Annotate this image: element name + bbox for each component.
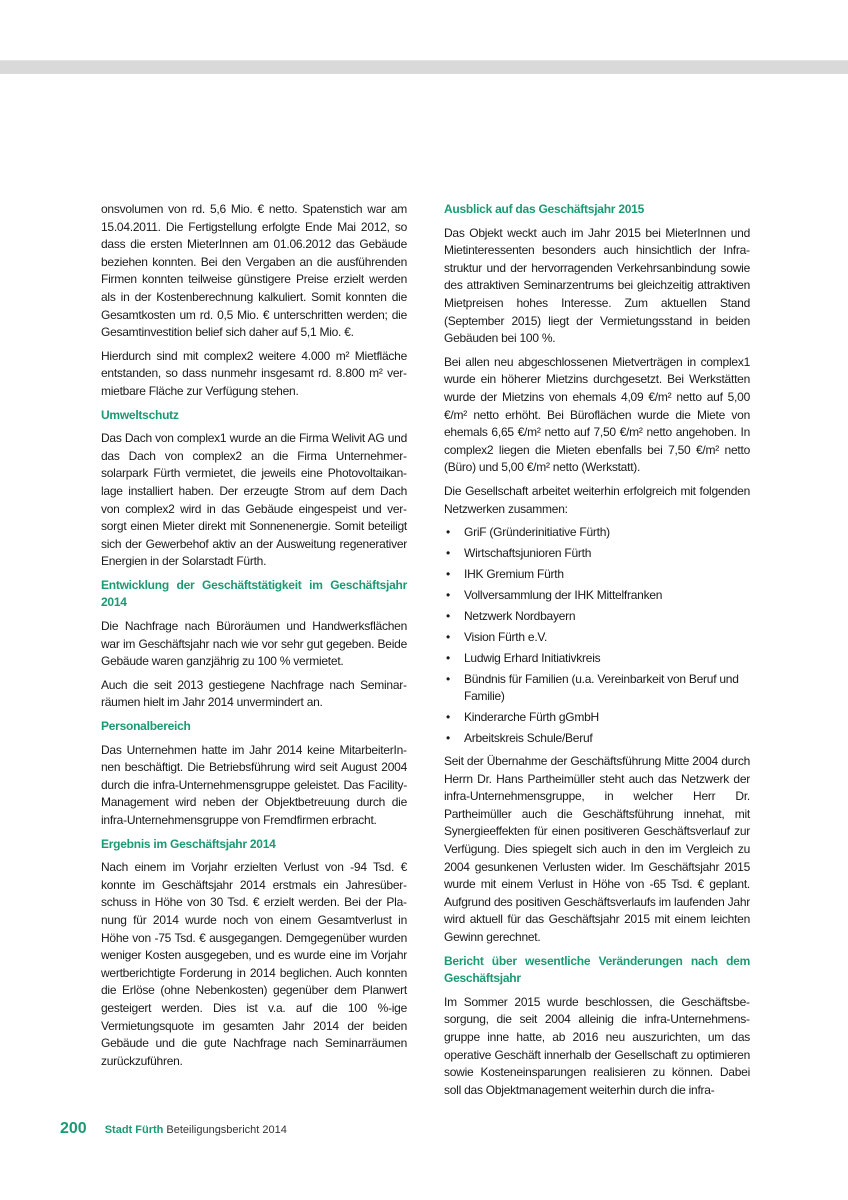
bullet-icon: • bbox=[446, 710, 450, 725]
bullet-icon: • bbox=[446, 609, 450, 624]
heading-ausblick: Ausblick auf das Geschäftsjahr 2015 bbox=[444, 202, 645, 216]
paragraph-changes: Im Sommer 2015 wurde beschlossen, die Geschäftsbesorgung, die seit 2004 alleinig die infra-Unternehmensgruppe inne hatte, ab 2016 neu auszurichten, um das operative Geschäft innerhalb der Gesellschaft zu optimieren sowie Kosteneinsparungen realisieren zu können. Dabei soll das Objektmanagement weiterhin durch die infra- bbox=[444, 994, 750, 1097]
page-footer bbox=[60, 1120, 287, 1138]
list-item: • IHK Gremium Fürth bbox=[446, 567, 564, 582]
footer-report-title: Beteiligungsbericht 2014 bbox=[166, 1124, 287, 1136]
networks-list bbox=[444, 524, 750, 747]
footer-organization: Stadt Fürth bbox=[104, 1124, 164, 1136]
bullet-icon: • bbox=[446, 546, 450, 561]
paragraph-management: Seit der Übernahme der Geschäftsführung Mitte 2004 durch Herrn Dr. Hans Partheimüller steht auch das Netzwerk der infra-Unternehmensgruppe, in welcher Herr Dr. Partheimüller auch die Geschäftsführung innehat, mit Synergieeffekten für einen positiveren Geschäftsverlauf zur Verfügung. Dies spiegelt sich auch in den im Vergleich zu 2004 gesunkenen Verlusten wider. Im Geschäftsjahr 2015 wurde mit einem Verlust in Höhe von -65 Tsd. € geplant. Aufgrund des positiven Geschäftsverlaufs im laufenden Jahr wird aktuell für das Geschäftsjahr 2015 mit einem leichten Gewinn gerechnet. bbox=[444, 754, 750, 945]
bullet-icon: • bbox=[446, 525, 450, 540]
list-item: • Vision Fürth e.V. bbox=[446, 630, 548, 645]
list-item: • GriF (Gründerinitiative Fürth) bbox=[446, 525, 610, 540]
list-item: • Kinderarche Fürth gGmbH bbox=[446, 710, 599, 725]
paragraph-personnel: Das Unternehmen hatte im Jahr 2014 keine MitarbeiterInnen beschäftigt. Die Betriebsführung wird seit August 2004 durch die infra-Unternehmensgruppe geleistet. Das Facility-Management wird neben der Objektbetreuung durch die infra-Unternehmensgruppe von Fremdfirmen erbracht. bbox=[101, 742, 407, 827]
paragraph-demand: Die Nachfrage nach Büroräumen und Handwerksflächen war im Geschäftsjahr nach wie vor sehr gut gegeben. Beide Gebäude waren ganzjährig zu 100 % vermietet. bbox=[101, 619, 407, 669]
list-item: • Bündnis für Familien (u.a. Vereinbarkeit von Beruf und Familie) bbox=[446, 672, 739, 704]
heading-umweltschutz: Umweltschutz bbox=[101, 407, 179, 422]
bullet-icon: • bbox=[446, 672, 450, 687]
bullet-icon: • bbox=[446, 651, 450, 666]
bullet-icon: • bbox=[446, 731, 450, 746]
list-item: • Arbeitskreis Schule/Beruf bbox=[446, 731, 593, 746]
paragraph-investment: onsvolumen von rd. 5,6 Mio. € netto. Spatenstich war am 15.04.2011. Die Fertigstellung erfolgte Ende Mai 2012, so dass die ersten MieterInnen am 01.06.2012 das Gebäude beziehen konnten. Bei den Vergaben an die ausführenden Firmen konnten teilweise günstigere Preise erzielt werden als in der Kostenberechnung kalkuliert. Somit konnten die Gesamtkosten um rd. 0,5 Mio. € unterschritten werden; die Gesamtinvestition belief sich daher auf 5,1 Mio. €. bbox=[101, 202, 407, 340]
paragraph-networks-intro: Die Gesellschaft arbeitet weiterhin erfolgreich mit folgenden Netzwerken zusammen: bbox=[444, 483, 750, 516]
list-item: • Vollversammlung der IHK Mittelfranken bbox=[446, 588, 663, 603]
bullet-icon: • bbox=[446, 567, 450, 582]
paragraph-rental-area: Hierdurch sind mit complex2 weitere 4.000 m² Mietfläche entstanden, so dass nunmehr insgesamt rd. 8.800 m² vermietbare Fläche zur Verfügung stehen. bbox=[101, 348, 407, 398]
left-column bbox=[101, 201, 407, 1076]
right-column bbox=[444, 201, 750, 1105]
list-item: • Wirtschaftsjunioren Fürth bbox=[446, 546, 592, 561]
list-item: • Ludwig Erhard Initiativkreis bbox=[446, 651, 601, 666]
paragraph-result: Nach einem im Vorjahr erzielten Verlust von -94 Tsd. € konnte im Geschäftsjahr 2014 erstmals ein Jahresüberschuss in Höhe von 30 Tsd. € erzielt werden. Bei der Planung für 2014 wurde noch von einem Gesamtverlust in Höhe von -75 Tsd. € ausgegangen. Demgegenüber wurden weniger Kosten ausgegeben, und es wurde eine im Vorjahr wertberichtigte Forderung in 2014 beglichen. Auch konnten die Erlöse (ohne Nebenkosten) gegenüber dem Planwert gesteigert werden. Dies ist v.a. auf die 100 %-ige Vermietungsquote im gesamten Jahr 2014 der beiden Gebäude und die gute Nachfrage nach Seminarräumen zurückzuführen. bbox=[101, 860, 407, 1068]
bullet-icon: • bbox=[446, 630, 450, 645]
page-number: 200 bbox=[60, 1120, 87, 1137]
paragraph-environment: Das Dach von complex1 wurde an die Firma Welivit AG und das Dach von complex2 an die Firma Unternehmersolarpark Fürth vermietet, die jeweils eine Photovoltaikanlage installiert haben. Der erzeugte Strom auf dem Dach von complex2 wird in das Gebäude eingespeist und versorgt einen Mieter direkt mit Sonnenenergie. Somit beteiligt sich der Gewerbehof aktiv an der Ausweitung regenerativer Energien in der Solarstadt Fürth. bbox=[101, 431, 407, 569]
list-item: • Netzwerk Nordbayern bbox=[446, 609, 576, 624]
bullet-icon: • bbox=[446, 588, 450, 603]
paragraph-outlook: Das Objekt weckt auch im Jahr 2015 bei MieterInnen und Mietinteressenten besonders auch hinsichtlich der Infrastruktur und der hervorragenden Verkehrsanbindung sowie des attraktiven Seminarzentrums bei gleichzeitig attraktiven Mietpreisen hohes Interesse. Zum aktuellen Stand (September 2015) liegt der Vermietungsstand in beiden Gebäuden bei 100 %. bbox=[444, 225, 750, 346]
heading-entwicklung: Entwicklung der Geschäftstätigkeit im Geschäftsjahr 2014 bbox=[101, 577, 407, 610]
paragraph-seminar-demand: Auch die seit 2013 gestiegene Nachfrage nach Seminarräumen hielt im Jahr 2014 unvermindert an. bbox=[101, 677, 407, 710]
heading-personalbereich: Personalbereich bbox=[101, 719, 191, 734]
heading-bericht: Bericht über wesentliche Veränderungen nach dem Geschäftsjahr bbox=[444, 953, 750, 986]
paragraph-rent-increase: Bei allen neu abgeschlossenen Mietverträgen in complex1 wurde ein höherer Mietzins durchgesetzt. Bei Werkstätten wurde der Mietzins von ehemals 4,09 €/m² netto auf 5,00 €/m² netto erhöht. Bei Büroflächen wurde die Miete von ehemals 6,65 €/m² netto auf 7,50 €/m² netto angehoben. In complex2 liegen die Mieten ebenfalls bei 7,50 €/m² netto (Büro) und 5,00 €/m² netto (Werkstatt). bbox=[444, 354, 750, 475]
top-gray-bar bbox=[0, 60, 848, 74]
heading-ergebnis: Ergebnis im Geschäftsjahr 2014 bbox=[101, 836, 276, 851]
